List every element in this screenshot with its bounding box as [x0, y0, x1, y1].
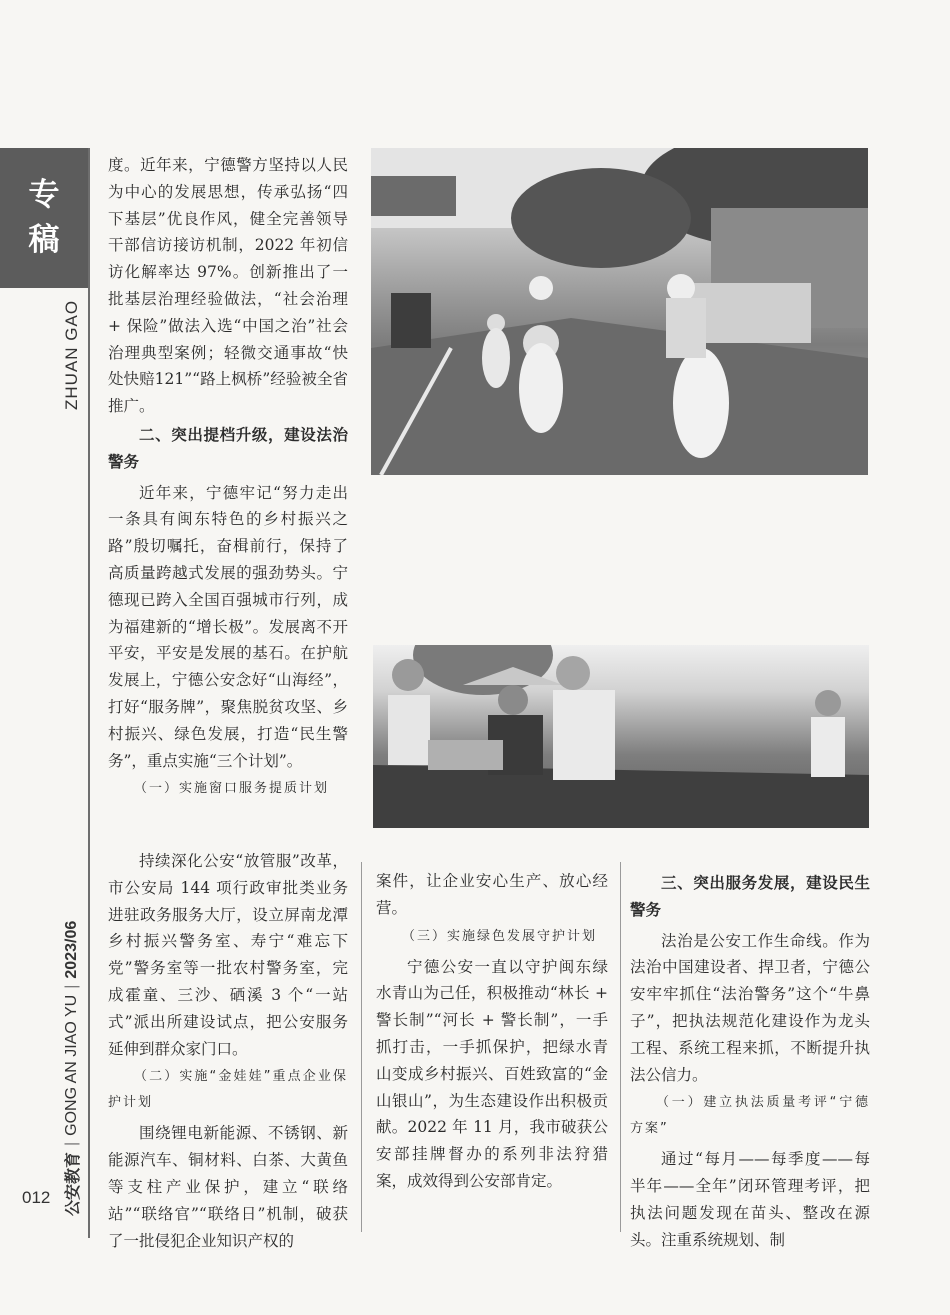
section-tab-char: 专	[28, 177, 60, 213]
column-divider	[620, 862, 621, 1232]
page-number: 012	[22, 1188, 51, 1207]
subsection-heading: （二）实施“金娃娃”重点企业保护计划	[108, 1069, 348, 1111]
section-heading: 二、突出提档升级，建设法治警务	[108, 425, 348, 471]
margin-divider	[88, 148, 90, 1238]
article-column-1-lower	[108, 848, 348, 1254]
photo-police-tea-garden	[373, 645, 869, 828]
photo-police-patrol	[371, 148, 868, 475]
paragraph: 案件，让企业安心生产、放心经营。	[376, 872, 608, 917]
journal-name-cn: 公安教育	[65, 1151, 82, 1216]
paragraph: 度。近年来，宁德警方坚持以人民为中心的发展思想，传承弘扬“四下基层”优良作风，健全完善领导干部信访接访机制，2022 年初信访化解率达 97%。创新推出了一批基层治理经验做法，“社会治理 + 保险”做法入选“中国之治”社会治理典型案例；轻微交通事故“快处快赔121”“路上枫桥”经验被全省推广。	[108, 156, 348, 416]
paragraph: 通过“每月——每季度——每半年——全年”闭环管理考评，把执法问题发现在苗头、整改在源头。注重系统规划、制	[630, 1150, 870, 1249]
paragraph: 法治是公安工作生命线。作为法治中国建设者、捍卫者，宁德公安牢牢抓住“法治警务”这个“牛鼻子”，把执法规范化建设作为龙头工程、系统工程来抓，不断提升执法公信力。	[630, 931, 870, 1084]
journal-footer: 公安教育 | GONG AN JIAO YU | 2023/06	[60, 921, 83, 1216]
paragraph: 围绕锂电新能源、不锈钢、新能源汽车、铜材料、白茶、大黄鱼等支柱产业保护，建立“联络站”“联络官”“联络日”机制，破获了一批侵犯企业知识产权的	[108, 1124, 348, 1250]
paragraph: 宁德公安一直以守护闽东绿水青山为己任，积极推动“林长 + 警长制”“河长 + 警长制”，一手抓打击，一手抓保护，把绿水青山变成乡村振兴、百姓致富的“金山银山”，为生态建设作出积极贡献。2022 年 11 月，我市破获公安部挂牌督办的系列非法狩猎案，成效得到公安部肯定。	[376, 957, 608, 1190]
subsection-heading: （一）实施窗口服务提质计划	[134, 781, 330, 797]
paragraph: 持续深化公安“放管服”改革，市公安局 144 项行政审批类业务进驻政务服务大厅，设立屏南龙潭乡村振兴警务室、寿宁“难忘下党”警务室等一批农村警务室，完成霍童、三沙、硒溪 3 个“一站式”派出所建设试点，把公安服务延伸到群众家门口。	[108, 852, 348, 1058]
subsection-heading: （三）实施绿色发展守护计划	[402, 928, 598, 944]
article-column-1	[108, 152, 348, 806]
article-column-2	[376, 868, 608, 1195]
paragraph: 近年来，宁德牢记“努力走出一条具有闽东特色的乡村振兴之路”殷切嘱托，奋楫前行，保持了高质量跨越式发展的强劲势头。宁德现已跨入全国百强城市行列，成为福建新的“增长极”。发展离不开平安，平安是发展的基石。在护航发展上，宁德公安念好“山海经”，打好“服务牌”，聚焦脱贫攻坚、乡村振兴、绿色发展，打造“民生警务”，重点实施“三个计划”。	[108, 483, 348, 770]
subsection-heading: （一）建立执法质量考评“宁德方案”	[630, 1095, 870, 1137]
column-divider	[361, 862, 362, 1232]
section-label-en: ZHUAN GAO	[62, 299, 81, 410]
section-tab	[0, 148, 88, 288]
section-heading: 三、突出服务发展，建设民生警务	[630, 874, 870, 919]
article-column-3	[630, 868, 870, 1254]
section-tab-char: 稿	[28, 222, 60, 258]
issue-number: 2023/06	[62, 920, 80, 979]
journal-name-en: GONG AN JIAO YU	[62, 994, 80, 1136]
